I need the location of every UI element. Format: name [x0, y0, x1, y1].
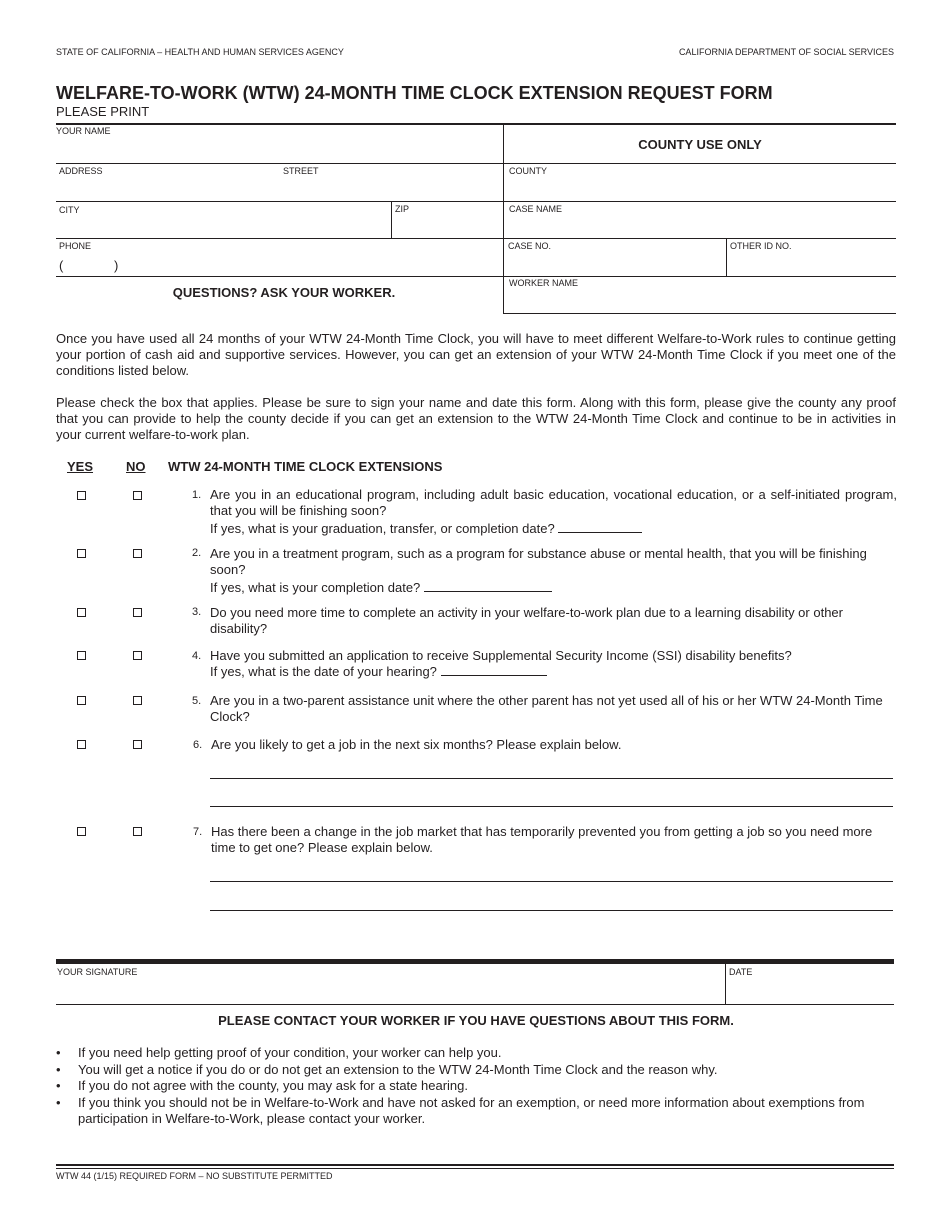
address-field[interactable]: ADDRESS: [59, 166, 103, 176]
agency-name: STATE OF CALIFORNIA – HEALTH AND HUMAN SERVICES AGENCY: [56, 47, 344, 57]
footer-rule-thin: [56, 1168, 894, 1169]
q6-number: 6.: [193, 739, 203, 751]
q7-text: Has there been a change in the job market that has temporarily prevented you from getting a job so you need more time to get one? Please explain below.: [211, 824, 873, 855]
q4-yes-checkbox[interactable]: [77, 651, 86, 660]
q6-no-checkbox[interactable]: [133, 740, 142, 749]
phone-field[interactable]: PHONE: [59, 241, 92, 251]
street-label: STREET: [283, 166, 319, 176]
q7-answer-line-1[interactable]: [210, 881, 893, 882]
list-item: • If you do not agree with the county, you may ask for a state hearing.: [56, 1078, 896, 1095]
q5-number: 5.: [192, 695, 202, 707]
name-field[interactable]: YOUR NAME: [56, 126, 111, 136]
signature-field[interactable]: YOUR SIGNATURE: [57, 967, 138, 977]
q2-followup-text: If yes, what is your completion date?: [210, 580, 421, 595]
q3-text: Do you need more time to complete an activity in your welfare-to-work plan due to a learning disability or other disability?: [210, 605, 843, 636]
worker-name-field: WORKER NAME: [509, 278, 579, 288]
q2-number: 2.: [192, 547, 202, 559]
case-name-field: CASE NAME: [509, 204, 563, 214]
q3-number: 3.: [192, 606, 202, 618]
q5-no-checkbox[interactable]: [133, 696, 142, 705]
q5-yes-checkbox[interactable]: [77, 696, 86, 705]
questions-note: QUESTIONS? ASK YOUR WORKER.: [172, 285, 396, 300]
no-column-header: NO: [126, 459, 146, 474]
instructions-paragraph: Please check the box that applies. Please be sure to sign your name and date this form. Along with this form, please give the county any proof that you can provide to help the county decide if you can get an extension to the WTW 24-Month Time Clock and continue to be in activities in your current welfare-to-work plan.: [56, 395, 896, 442]
q2-yes-checkbox[interactable]: [77, 549, 86, 558]
q6-answer-line-2[interactable]: [210, 806, 893, 807]
q4-text: Have you submitted an application to receive Supplemental Security Income (SSI) disability benefits?: [210, 648, 792, 663]
form-subtitle: PLEASE PRINT: [56, 104, 150, 119]
q5-text: Are you in a two-parent assistance unit where the other parent has not yet used all of his or her WTW 24-Month Time Clock?: [210, 693, 883, 724]
q4-followup-text: If yes, what is the date of your hearing?: [210, 664, 437, 679]
info-bullet-list: [56, 1045, 896, 1128]
yes-column-header: YES: [67, 459, 94, 474]
q4-no-checkbox[interactable]: [133, 651, 142, 660]
q6-yes-checkbox[interactable]: [77, 740, 86, 749]
q4-number: 4.: [192, 650, 202, 662]
q3-yes-checkbox[interactable]: [77, 608, 86, 617]
list-item: • If you need help getting proof of your condition, your worker can help you.: [56, 1045, 896, 1062]
q3-no-checkbox[interactable]: [133, 608, 142, 617]
zip-field[interactable]: ZIP: [395, 204, 410, 214]
q2-text: Are you in a treatment program, such as a program for substance abuse or mental health, that you will be finishing soon?: [210, 546, 867, 577]
q2-no-checkbox[interactable]: [133, 549, 142, 558]
q7-answer-line-2[interactable]: [210, 910, 893, 911]
list-item: • If you think you should not be in Welfare-to-Work and have not asked for an exemption, or need more information about exemptions from participation in Welfare-to-Work, please contact your worker.: [56, 1095, 896, 1128]
q4-date-blank[interactable]: [441, 664, 547, 676]
q6-text: Are you likely to get a job in the next six months? Please explain below.: [211, 737, 622, 752]
q6-answer-line-1[interactable]: [210, 778, 893, 779]
q1-date-blank[interactable]: [558, 521, 642, 533]
q7-number: 7.: [193, 826, 203, 838]
q1-no-checkbox[interactable]: [133, 491, 142, 500]
q1-followup-text: If yes, what is your graduation, transfer, or completion date?: [210, 521, 555, 536]
intro-paragraph: Once you have used all 24 months of your WTW 24-Month Time Clock, you will have to meet different Welfare-to-Work rules to continue getting your portion of cash aid and supportive services. However, you can get an extension of your WTW 24-Month Time Clock if you meet one of the conditions listed below.: [56, 331, 896, 378]
county-field: COUNTY: [509, 166, 547, 176]
form-number: WTW 44 (1/15) REQUIRED FORM – NO SUBSTITUTE PERMITTED: [56, 1171, 333, 1181]
q1-yes-checkbox[interactable]: [77, 491, 86, 500]
phone-open-paren: (: [59, 258, 64, 273]
q1-number: 1.: [192, 489, 202, 501]
department-name: CALIFORNIA DEPARTMENT OF SOCIAL SERVICES: [678, 47, 894, 57]
city-field[interactable]: CITY: [59, 205, 80, 215]
extensions-heading: WTW 24-MONTH TIME CLOCK EXTENSIONS: [168, 459, 443, 474]
q2-followup: [210, 580, 897, 596]
form-title: WELFARE-TO-WORK (WTW) 24-MONTH TIME CLOCK EXTENSION REQUEST FORM: [56, 83, 773, 103]
county-use-heading: COUNTY USE ONLY: [638, 137, 762, 152]
list-item: • You will get a notice if you do or do not get an extension to the WTW 24-Month Time Clock and the reason why.: [56, 1062, 896, 1079]
q1-followup: [210, 521, 897, 537]
q1-text: Are you in an educational program, including adult basic education, vocational education, or a self-initiated program, that you will be finishing soon?: [210, 487, 897, 518]
footer-rule: [56, 1164, 894, 1166]
case-no-field: CASE NO.: [508, 241, 552, 251]
date-field[interactable]: DATE: [729, 967, 753, 977]
q7-no-checkbox[interactable]: [133, 827, 142, 836]
q7-yes-checkbox[interactable]: [77, 827, 86, 836]
phone-close-paren: ): [114, 258, 119, 273]
q2-date-blank[interactable]: [424, 580, 552, 592]
other-id-field: OTHER ID NO.: [730, 241, 792, 251]
contact-heading: PLEASE CONTACT YOUR WORKER IF YOU HAVE QUESTIONS ABOUT THIS FORM.: [218, 1013, 734, 1028]
q4-followup: [210, 664, 897, 680]
